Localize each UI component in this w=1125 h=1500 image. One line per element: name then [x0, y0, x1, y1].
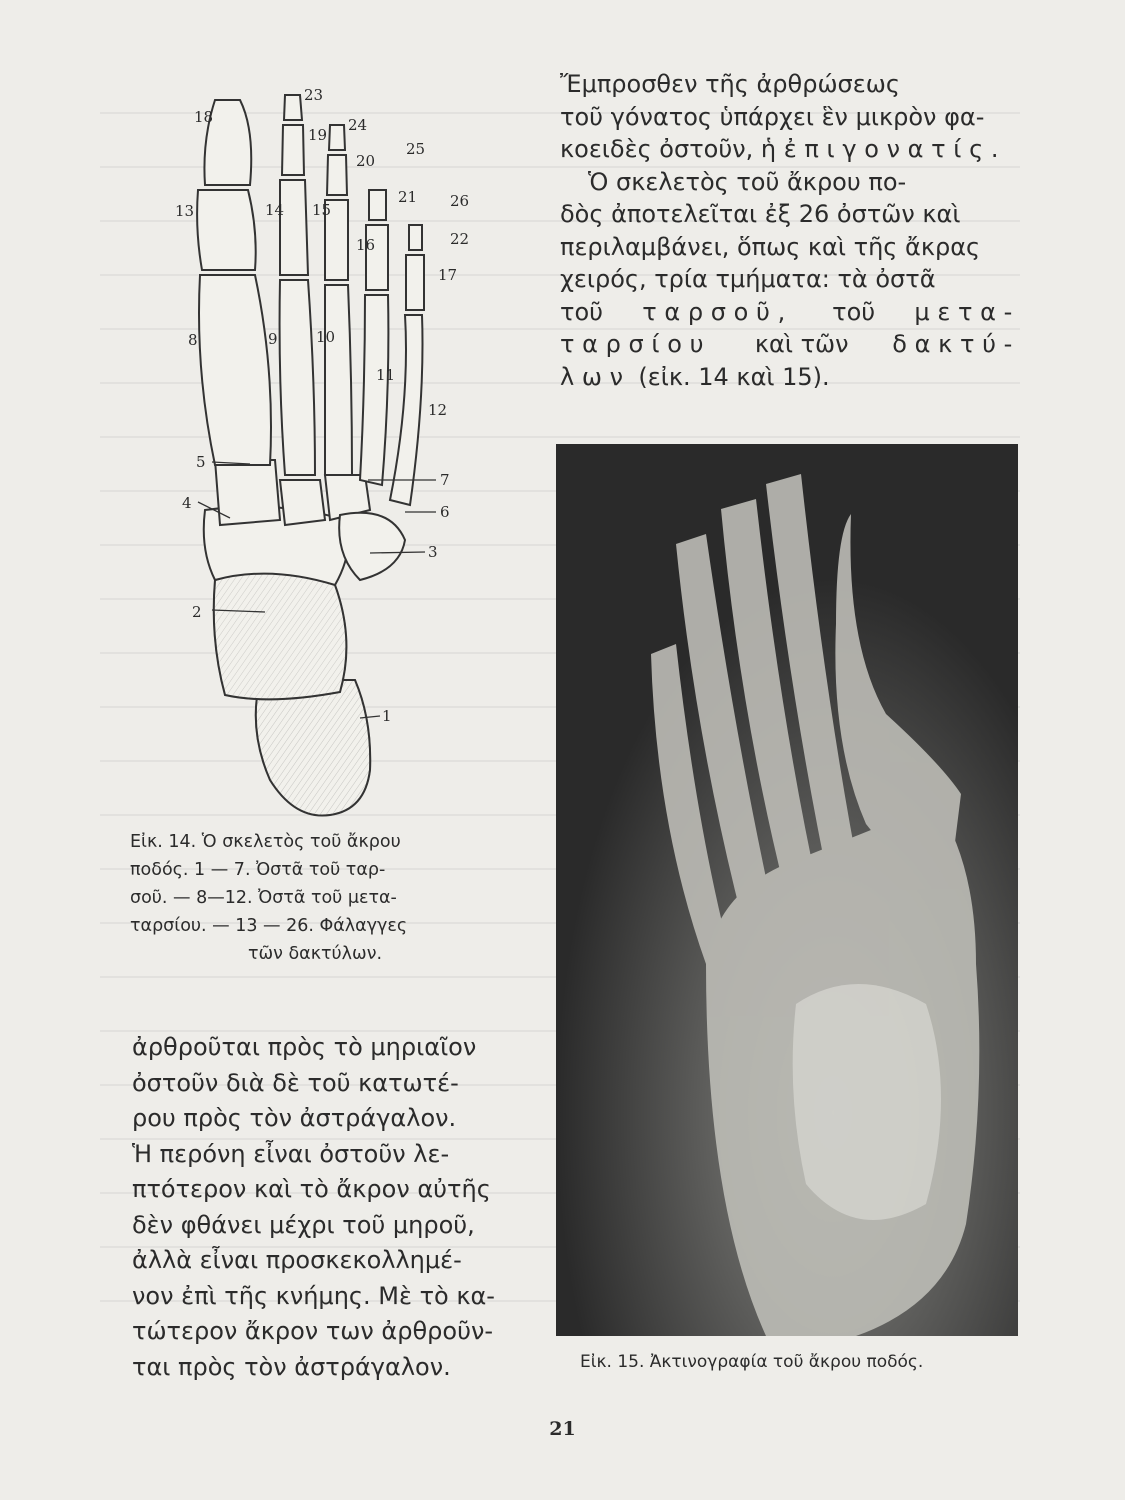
label-1: 1 [382, 707, 392, 725]
phalanx-3-middle [327, 155, 347, 195]
phalanx-3-distal [329, 125, 345, 150]
text-line: τοῦ γόνατος ὑπάρχει ἓν μικρὸν φα- [560, 102, 985, 131]
text-line: δὲν φθάνει μέχρι τοῦ μηροῦ, [132, 1210, 475, 1239]
text-line [560, 133, 1020, 166]
left-paragraph [132, 1030, 504, 1385]
label-10: 10 [316, 328, 336, 346]
text-span: τοῦ [832, 297, 876, 326]
text-span: τοῦ [560, 297, 604, 326]
label-5: 5 [196, 453, 206, 471]
label-25: 25 [406, 140, 426, 158]
spaced-term: ταρσίου [560, 330, 712, 358]
foot-xray-photograph [556, 444, 1018, 1336]
label-8: 8 [188, 331, 198, 349]
text-line: ται πρὸς τὸν ἀστράγαλον. [132, 1352, 451, 1381]
metatarsal-4 [360, 295, 388, 485]
label-20: 20 [356, 152, 376, 170]
phalanx-5-middle [409, 225, 422, 250]
top-paragraph [560, 68, 1020, 393]
label-3: 3 [428, 543, 438, 561]
label-12: 12 [428, 401, 448, 419]
label-6: 6 [440, 503, 450, 521]
text-line: Ἔμπροσθεν τῆς ἀρθρώσεως [560, 70, 900, 98]
label-17: 17 [438, 266, 458, 284]
label-15: 15 [312, 201, 332, 219]
caption-line: τῶν δακτύλων. [247, 944, 383, 964]
metatarsal-3 [325, 285, 352, 475]
phalanx-2-proximal [280, 180, 308, 275]
caption-line: ταρσίου. — 13 — 26. Φάλαγγες [130, 916, 408, 936]
caption-line: ποδός. 1 — 7. Ὀστᾶ τοῦ ταρ- [130, 860, 386, 880]
spaced-term: μετα- [914, 297, 1020, 326]
text-line [560, 328, 1020, 361]
label-22: 22 [450, 230, 470, 248]
xray-tarsal-bones [793, 984, 941, 1220]
text-line: νον ἐπὶ τῆς κνήμης. Μὲ τὸ κα- [132, 1281, 495, 1310]
figure-14-caption [130, 828, 500, 968]
label-24: 24 [348, 116, 368, 134]
text-line: πτότερον καὶ τὸ ἄκρον αὐτῆς [132, 1175, 491, 1203]
metatarsal-1 [199, 275, 271, 465]
label-11: 11 [376, 366, 396, 384]
text-line: ὀστοῦν διὰ δὲ τοῦ κατωτέ- [132, 1068, 459, 1097]
label-19: 19 [308, 126, 328, 144]
text-span: κοειδὲς ὀστοῦν, ἡ [560, 135, 777, 163]
foot-skeleton-illustration [120, 80, 540, 840]
text-line: ρου πρὸς τὸν ἀστράγαλον. [132, 1104, 457, 1132]
cuboid-bone [339, 513, 405, 580]
phalanx-2-middle [282, 125, 304, 175]
spaced-term: ταρσοῦ, [642, 297, 793, 326]
text-line [560, 296, 1020, 329]
phalanx-5-proximal [406, 255, 424, 310]
cuneiform-bone [280, 480, 325, 525]
phalanx-hallux-proximal [197, 190, 256, 270]
figure-15-caption: Εἰκ. 15. Ἀκτινογραφία τοῦ ἄκρου ποδός. [580, 1352, 924, 1372]
phalanx-4-proximal [366, 225, 388, 290]
metatarsal-2 [280, 280, 315, 475]
spaced-term: λων [560, 362, 631, 391]
label-2: 2 [192, 603, 202, 621]
label-4: 4 [182, 494, 192, 512]
phalanx-2-distal [284, 95, 302, 120]
label-13: 13 [175, 202, 195, 220]
spaced-term: ἐπιγονατίς. [783, 135, 1007, 163]
text-line: τώτερον ἄκρον των ἀρθροῦν- [132, 1317, 494, 1345]
phalanx-4-middle [369, 190, 386, 220]
text-line: ἀλλὰ εἶναι προσκεκολλημέ- [132, 1246, 462, 1274]
text-line: περιλαμβάνει, ὅπως καὶ τῆς ἄκρας [560, 232, 981, 261]
label-18: 18 [194, 108, 214, 126]
label-14: 14 [265, 201, 285, 219]
text-line: Ὁ σκελετὸς τοῦ ἄκρου πο- [588, 167, 907, 196]
text-line: Ἡ περόνη εἶναι ὀστοῦν λε- [132, 1139, 450, 1168]
label-26: 26 [450, 192, 470, 210]
label-21: 21 [398, 188, 418, 206]
label-16: 16 [356, 236, 376, 254]
text-span: (εἰκ. 14 καὶ 15). [638, 362, 830, 391]
label-9: 9 [268, 330, 278, 348]
text-span: καὶ τῶν [754, 330, 849, 358]
spaced-term: δακτύ- [892, 330, 1020, 358]
text-line [560, 361, 1020, 394]
caption-line: σοῦ. — 8—12. Ὀστᾶ τοῦ μετα- [130, 888, 397, 908]
metatarsal-5 [390, 315, 423, 505]
caption-line: Εἰκ. 14. Ὁ σκελετὸς τοῦ ἄκρου [130, 832, 401, 852]
page-number: 21 [549, 1418, 576, 1440]
label-7: 7 [440, 471, 450, 489]
text-line: ἀρθροῦται πρὸς τὸ μηριαῖον [132, 1033, 477, 1061]
text-line: χειρός, τρία τμήματα: τὰ ὀστᾶ [560, 265, 936, 293]
label-23: 23 [304, 86, 324, 104]
text-line: δὸς ἀποτελεῖται ἐξ 26 ὀστῶν καὶ [560, 200, 961, 228]
